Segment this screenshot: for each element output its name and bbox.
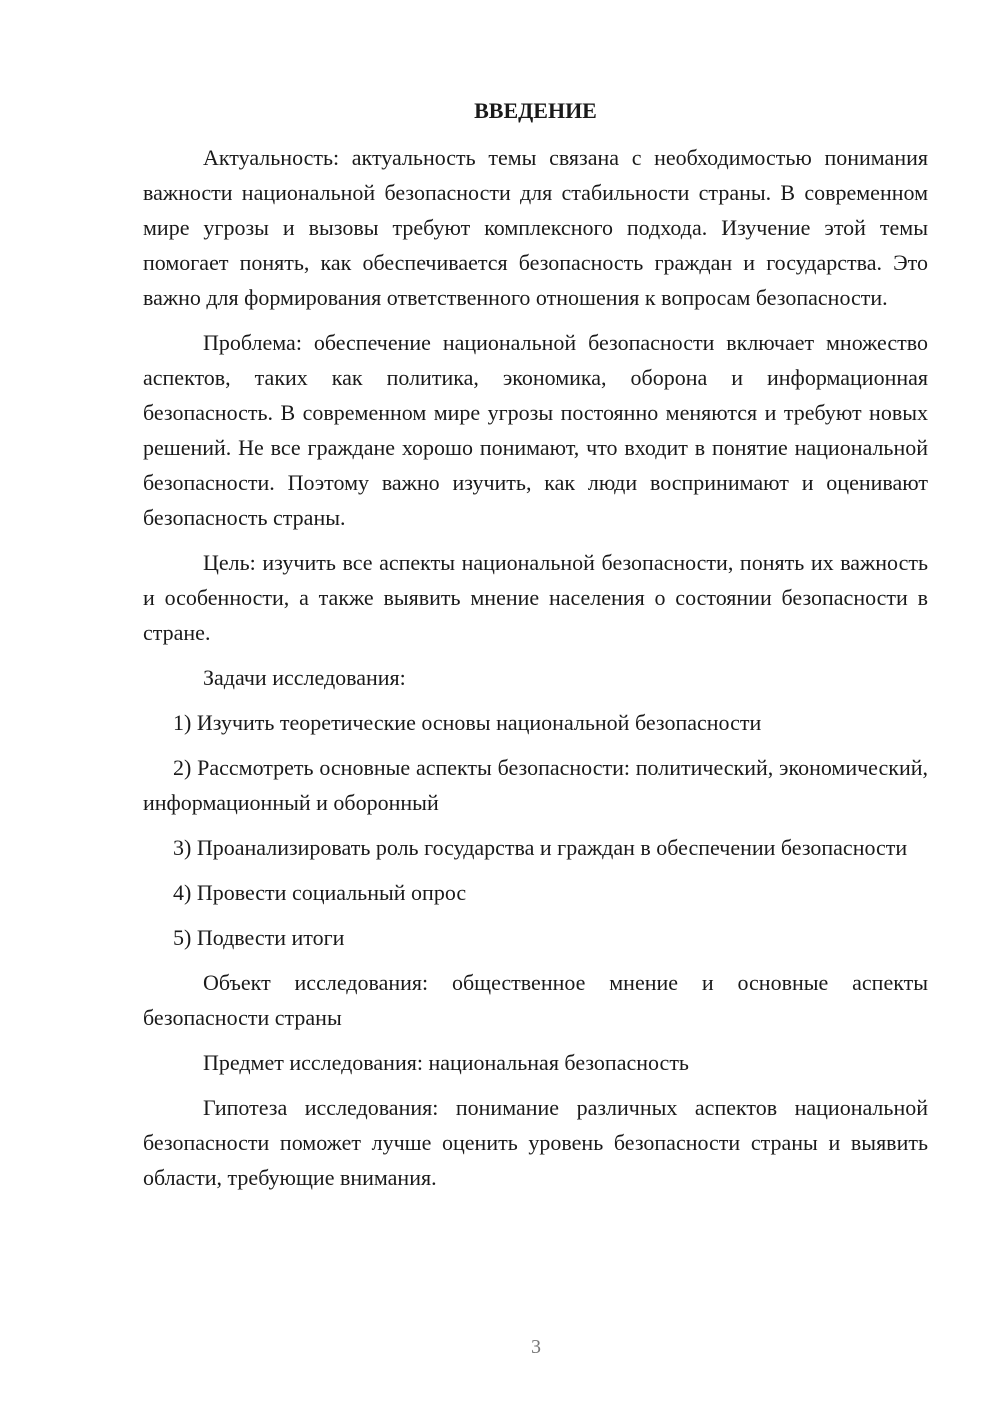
section-title: ВВЕДЕНИЕ (474, 98, 597, 123)
problem-paragraph: Проблема: обеспечение национальной безопасности включает множество аспектов, таких как политика, экономика, оборона и информационная безопасность. В современном мире угрозы постоянно меняются и требуют новых решений. Не все граждане хорошо понимают, что входит в понятие национальной безопасности. Поэтому важно изучить, как люди воспринимают и оценивают безопасность страны. (143, 330, 928, 530)
task-item-5: 5) Подвести итоги (173, 925, 345, 950)
hypothesis-paragraph: Гипотеза исследования: понимание различных аспектов национальной безопасности поможет лучше оценить уровень безопасности страны и выявить области, требующие внимания. (143, 1095, 928, 1190)
relevance-paragraph: Актуальность: актуальность темы связана с необходимостью понимания важности национальной безопасности для стабильности страны. В современном мире угрозы и вызовы требуют комплексного подхода. Изучение этой темы помогает понять, как обеспечивается безопасность граждан и государства. Это важно для формирования ответственного отношения к вопросам безопасности. (143, 145, 928, 310)
task-item-1: 1) Изучить теоретические основы национальной безопасности (173, 710, 762, 735)
page-number: 3 (531, 1336, 541, 1358)
goal-paragraph: Цель: изучить все аспекты национальной безопасности, понять их важность и особенности, а также выявить мнение населения о состоянии безопасности в стране. (143, 550, 928, 645)
tasks-heading: Задачи исследования: (203, 665, 406, 690)
task-item-3: 3) Проанализировать роль государства и граждан в обеспечении безопасности (173, 835, 908, 860)
subject-paragraph: Предмет исследования: национальная безопасность (203, 1050, 689, 1075)
page-content (143, 93, 928, 1205)
object-paragraph: Объект исследования: общественное мнение и основные аспекты безопасности страны (143, 970, 928, 1030)
task-item-4: 4) Провести социальный опрос (173, 880, 467, 905)
task-item-2: 2) Рассмотреть основные аспекты безопасности: политический, экономический, информационный и оборонный (143, 755, 928, 815)
